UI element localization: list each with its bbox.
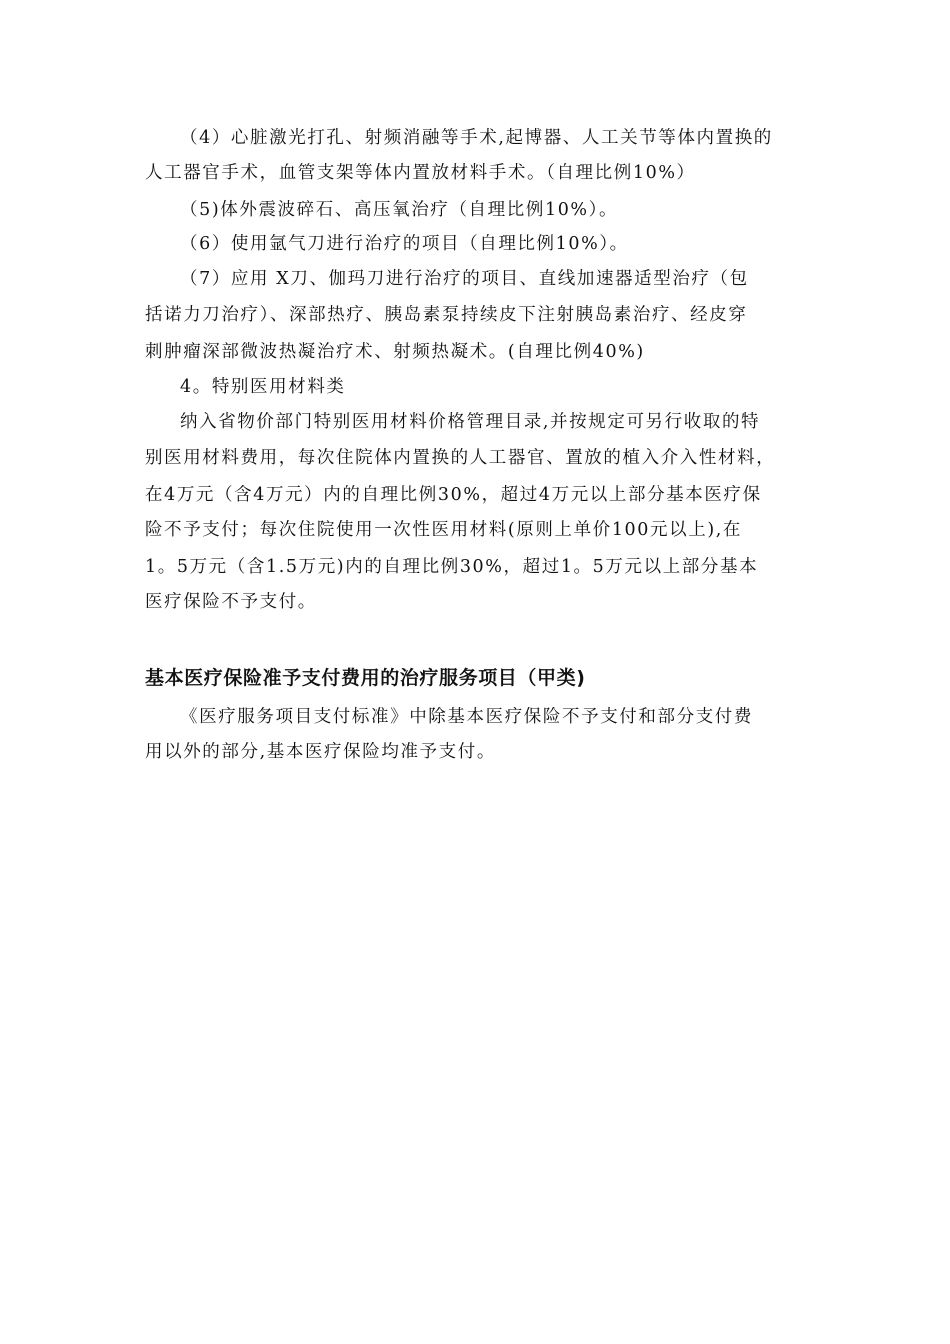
paragraph-line: （5)体外震波碎石、高压氧治疗（自理比例10%）。: [180, 200, 619, 220]
paragraph-line: 险不予支付；每次住院使用一次性医用材料(原则上单价100元以上),在: [145, 520, 743, 540]
paragraph-line: 医疗保险不予支付。: [145, 592, 317, 612]
paragraph-line: 在4万元（含4万元）内的自理比例30%，超过4万元以上部分基本医疗保: [145, 485, 762, 505]
paragraph-line: 括诺力刀治疗）、深部热疗、胰岛素泵持续皮下注射胰岛素治疗、经皮穿: [145, 305, 748, 325]
paragraph-line: 刺肿瘤深部微波热凝治疗术、射频热凝术。(自理比例40%): [145, 342, 645, 362]
paragraph-line: （7）应用 X刀、伽玛刀进行治疗的项目、直线加速器适型治疗（包: [180, 269, 749, 289]
paragraph-line: （4）心脏激光打孔、射频消融等手术,起博器、人工关节等体内置换的: [180, 128, 773, 148]
paragraph-line: 1。5万元（含1.5万元)内的自理比例30%，超过1。5万元以上部分基本: [145, 557, 759, 577]
paragraph-line: 纳入省物价部门特别医用材料价格管理目录,并按规定可另行收取的特: [180, 412, 761, 432]
paragraph-line: 人工器官手术，血管支架等体内置放材料手术。（自理比例10%）: [145, 163, 696, 183]
paragraph-line: （6）使用氩气刀进行治疗的项目（自理比例10%）。: [180, 234, 629, 254]
paragraph-line: 用以外的部分,基本医疗保险均准予支付。: [145, 742, 496, 762]
paragraph-line: 《医疗服务项目支付标准》中除基本医疗保险不予支付和部分支付费: [180, 707, 753, 727]
section-heading: 基本医疗保险准予支付费用的治疗服务项目（甲类): [145, 667, 586, 689]
paragraph-line: 别医用材料费用，每次住院体内置换的人工器官、置放的植入介入性材料，: [145, 448, 776, 468]
subsection-title: 4。特别医用材料类: [180, 377, 346, 397]
